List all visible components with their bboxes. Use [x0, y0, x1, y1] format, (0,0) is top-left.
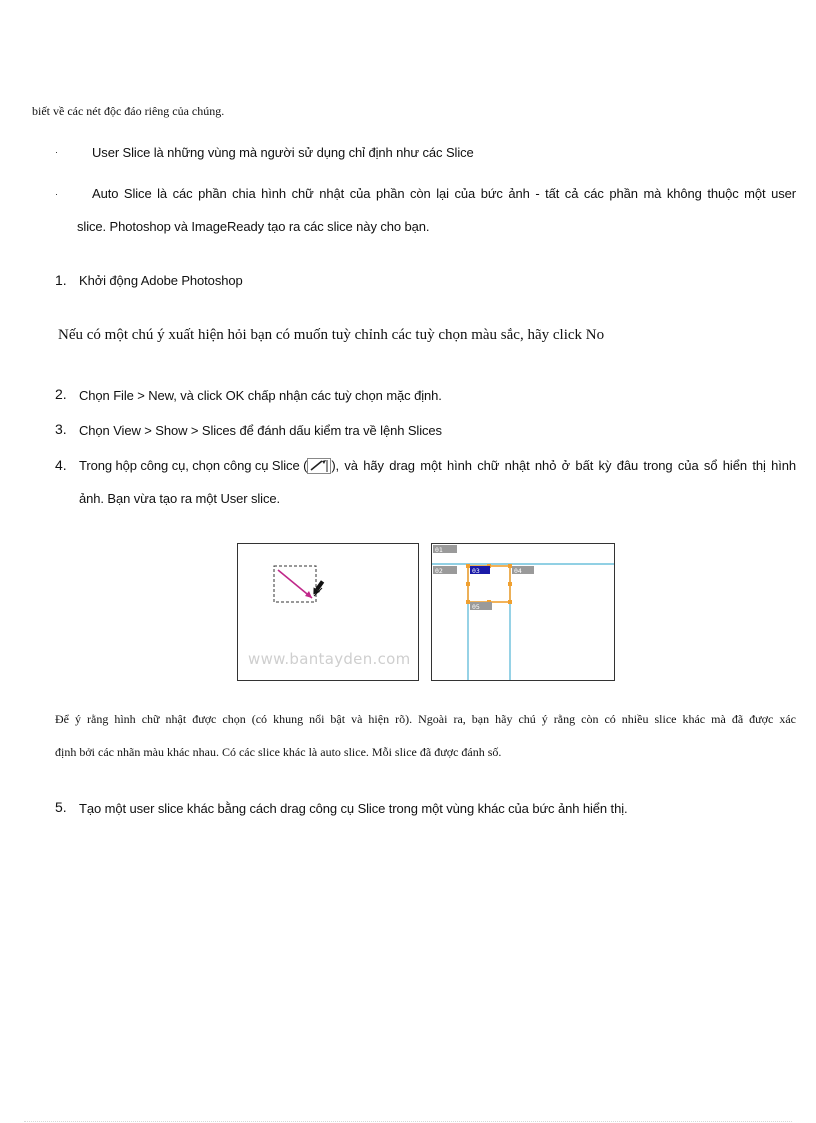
after-figure-line2: định bởi các nhãn màu khác nhau. Có các slice khác là auto slice. Mỗi slice đã được đánh số. [55, 745, 502, 759]
figure-slice-drag [237, 543, 419, 681]
note-text: Nếu có một chú ý xuất hiện hỏi bạn có muốn tuỳ chỉnh các tuỳ chọn màu sắc, hãy click No [58, 327, 605, 343]
step-4-text-a: Trong hộp công cụ, chọn công cụ Slice ( [79, 458, 308, 473]
step-4-line2: ảnh. Bạn vừa tạo ra một User slice. [79, 491, 281, 506]
bullet-symbol: · [55, 147, 58, 157]
slice-label [433, 545, 457, 554]
slice-label [470, 602, 492, 611]
footer-rule [24, 1121, 792, 1122]
slice-label [470, 566, 490, 575]
slice-label-text: 05 [472, 603, 480, 611]
figure-slice-result [431, 543, 615, 681]
user-slice-bullet: User Slice là những vùng mà người sử dụng chỉ định như các Slice [92, 145, 474, 160]
step-number: 1. [55, 272, 67, 288]
step-number: 4. [55, 457, 67, 473]
step-1-text: Khởi động Adobe Photoshop [79, 273, 243, 288]
bullet-symbol: · [55, 189, 58, 199]
auto-slice-bullet-line1: Auto Slice là các phần chia hình chữ nhật của phần còn lại của bức ảnh - tất cả các phần mà không thuộc một user [92, 186, 796, 201]
step-3-text: Chọn View > Show > Slices để đánh dấu kiểm tra về lệnh Slices [79, 423, 442, 438]
step-2-text: Chọn File > New, và click OK chấp nhận các tuỳ chọn mặc định. [79, 388, 442, 403]
slice-label-text: 01 [435, 546, 443, 554]
slice-label-text: 02 [435, 567, 443, 575]
step-number: 3. [55, 421, 67, 437]
step-number: 5. [55, 799, 67, 815]
step-5-text: Tạo một user slice khác bằng cách drag công cụ Slice trong một vùng khác của bức ảnh hiển thị. [79, 801, 628, 816]
slices-illustration [432, 544, 614, 680]
after-figure-line1: Để ý rằng hình chữ nhật được chọn (có khung nổi bật và hiện rõ). Ngoài ra, bạn hãy chú ý rằng còn có nhiều slice khác mà đã được xác [55, 712, 796, 726]
slice-tool-icon [307, 458, 331, 472]
step-4-line1 [79, 458, 796, 473]
auto-slice-bullet-line2: slice. Photoshop và ImageReady tạo ra các slice này cho bạn. [77, 219, 430, 234]
intro-text: biết về các nét độc đáo riêng của chúng. [32, 104, 225, 118]
slice-label-text: 04 [514, 567, 522, 575]
slice-label [512, 566, 534, 575]
step-4-text-b: ), và hãy drag một hình chữ nhật nhỏ ở bất kỳ đâu trong của sổ hiển thị hình [331, 458, 796, 473]
slice-label [433, 566, 457, 575]
watermark: www.bantayden.com [248, 650, 411, 668]
step-number: 2. [55, 386, 67, 402]
slice-label-text: 03 [472, 567, 480, 575]
